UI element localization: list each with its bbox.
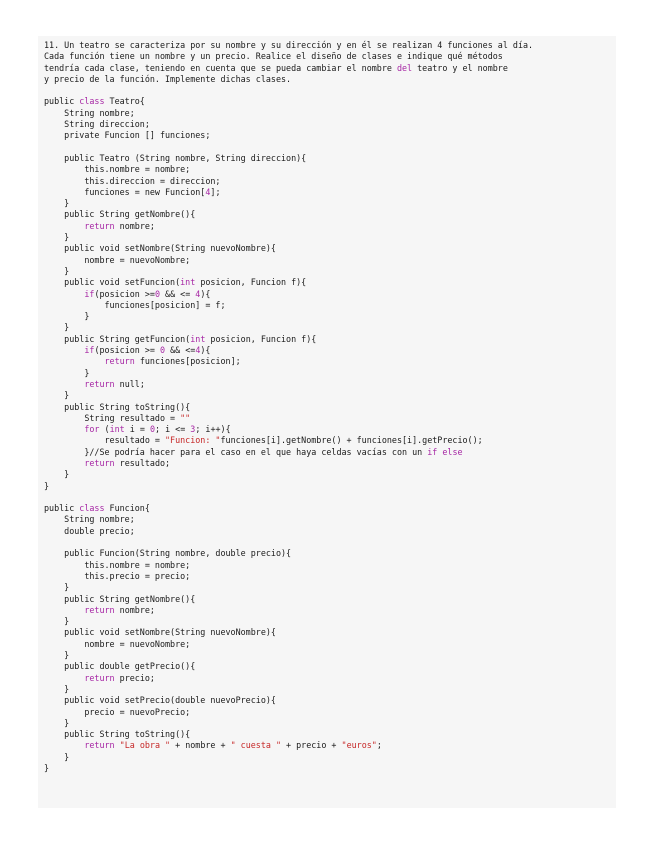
- code-line: }: [44, 322, 70, 333]
- problem-statement: [44, 40, 610, 85]
- code-line: }: [44, 469, 70, 480]
- code-line: public double getPrecio(){: [44, 661, 196, 672]
- code-line: public class Funcion{: [44, 503, 150, 514]
- code-line: }: [44, 232, 70, 243]
- code-line: return null;: [84, 378, 145, 389]
- code-line: return resultado;: [84, 457, 171, 468]
- code-line: this.precio = precio;: [44, 570, 191, 581]
- code-line: public Funcion(String nombre, double precio){: [44, 548, 292, 559]
- code-line: public Teatro (String nombre, String direccion){: [44, 152, 307, 163]
- code-line: public void setNombre(String nuevoNombre){: [44, 627, 276, 638]
- code-line: String direccion;: [44, 119, 150, 130]
- code-line: }: [44, 717, 70, 728]
- code-line: funciones = new Funcion[4];: [44, 186, 221, 197]
- code-block: [44, 96, 610, 774]
- code-line: [44, 492, 610, 503]
- code-line: public class Teatro{: [44, 96, 145, 107]
- code-line: public void setNombre(String nuevoNombre){: [44, 243, 276, 254]
- code-line: public void setPrecio(double nuevoPrecio){: [44, 695, 276, 706]
- code-line: }: [44, 650, 70, 661]
- intro-line: Cada función tiene un nombre y un precio. Realice el diseño de clases e indique qué métodos: [44, 51, 503, 62]
- code-line: public void setFuncion(int posicion, Funcion f){: [44, 277, 307, 288]
- code-line: public String getNombre(){: [44, 209, 196, 220]
- code-line: this.direccion = direccion;: [44, 175, 221, 186]
- code-line: String nombre;: [44, 107, 135, 118]
- code-line: public String toString(){: [44, 401, 191, 412]
- code-line: funciones[posicion] = f;: [44, 299, 226, 310]
- code-line: }: [44, 683, 70, 694]
- code-line: if(posicion >= 0 && <=4){: [84, 345, 211, 356]
- intro-line: tendría cada clase, teniendo en cuenta que se pueda cambiar el nombre del teatro y el nombre: [44, 62, 508, 73]
- code-line: }: [44, 616, 70, 627]
- code-line: nombre = nuevoNombre;: [44, 254, 191, 265]
- code-line: return "La obra " + nombre + " cuesta " + precio + "euros";: [84, 740, 382, 751]
- intro-line: y precio de la función. Implemente dichas clases.: [44, 73, 292, 84]
- code-line: resultado = "Funcion: "funciones[i].getNombre() + funciones[i].getPrecio();: [44, 435, 483, 446]
- code-line: precio = nuevoPrecio;: [44, 706, 191, 717]
- code-line: private Funcion [] funciones;: [44, 130, 211, 141]
- code-line: public String toString(){: [44, 729, 191, 740]
- code-line: return funciones[posicion];: [104, 356, 241, 367]
- code-line: [44, 142, 610, 153]
- code-line: }: [44, 265, 70, 276]
- code-line: [44, 537, 610, 548]
- code-line: for (int i = 0; i <= 3; i++){: [84, 424, 231, 435]
- code-line: this.nombre = nombre;: [44, 164, 191, 175]
- code-line: return nombre;: [84, 604, 155, 615]
- code-line: public String getFuncion(int posicion, Funcion f){: [44, 333, 317, 344]
- code-line: }: [44, 751, 70, 762]
- document-page: [38, 36, 616, 808]
- code-line: }: [44, 311, 90, 322]
- spacer: [44, 85, 610, 96]
- code-line: }: [44, 198, 70, 209]
- code-line: if(posicion >=0 && <= 4){: [84, 288, 211, 299]
- code-line: }: [44, 763, 50, 773]
- code-line: }: [44, 582, 70, 593]
- code-line: }: [44, 480, 50, 491]
- code-line: this.nombre = nombre;: [44, 559, 191, 570]
- code-line: nombre = nuevoNombre;: [44, 638, 191, 649]
- code-line: double precio;: [44, 525, 135, 536]
- code-line: String resultado = "": [44, 412, 191, 423]
- code-line: }: [44, 367, 90, 378]
- intro-line: 11. Un teatro se caracteriza por su nombre y su dirección y en él se realizan 4 funciones al día.: [44, 40, 534, 50]
- code-line: String nombre;: [44, 514, 135, 525]
- code-line: }: [44, 390, 70, 401]
- code-line: public String getNombre(){: [44, 593, 196, 604]
- code-line: }//Se podría hacer para el caso en el que haya celdas vacías con un if else: [44, 446, 463, 457]
- code-line: return precio;: [84, 672, 155, 683]
- code-line: return nombre;: [84, 220, 155, 231]
